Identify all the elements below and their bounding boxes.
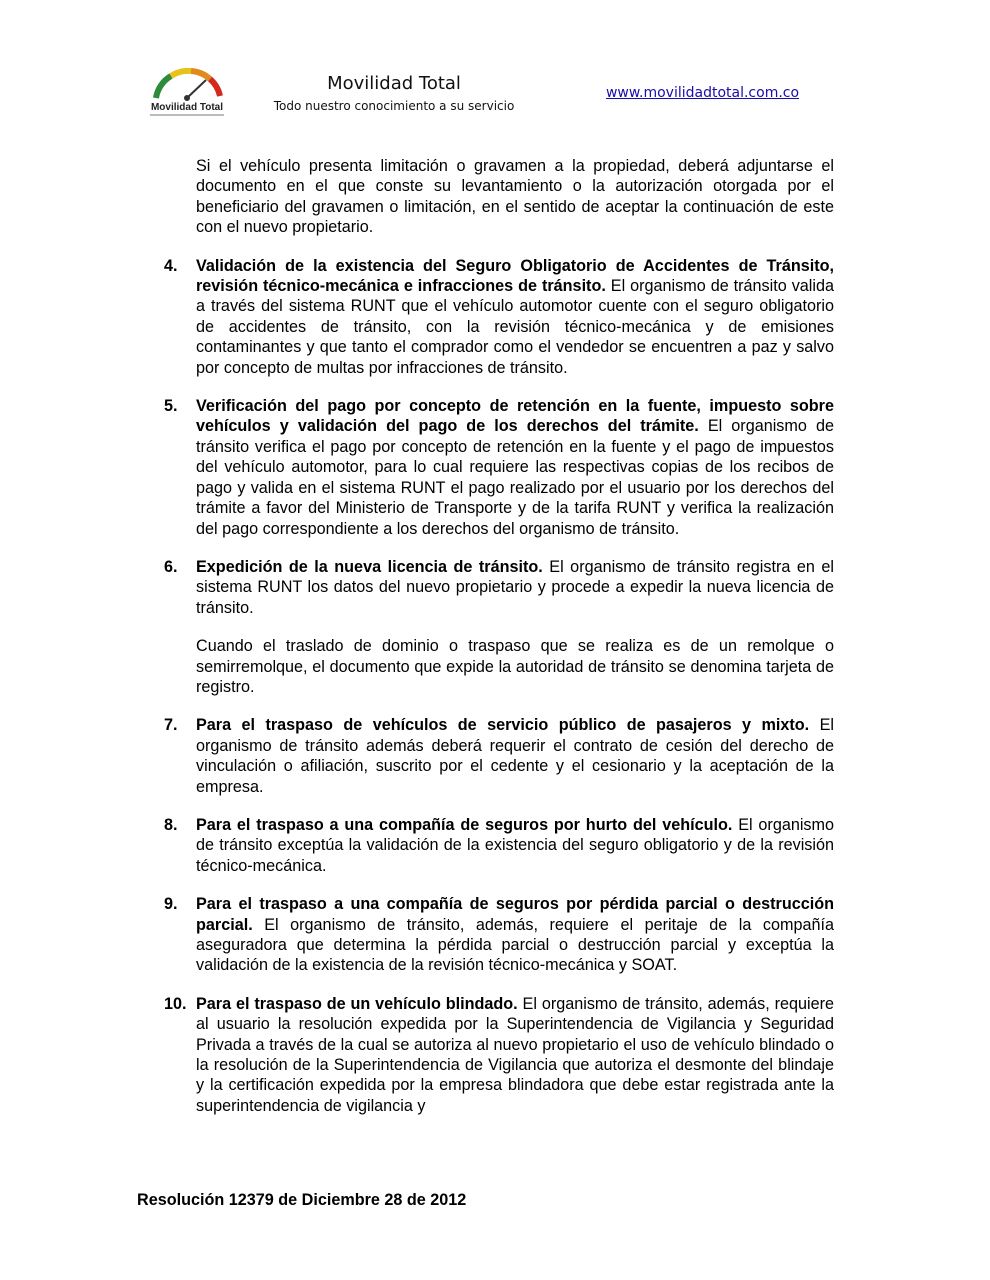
document-body xyxy=(164,156,834,1134)
list-item xyxy=(164,894,834,976)
item-text: El organismo de tránsito verifica el pago por concepto de retención en la fuente y el pago de impuestos del vehículo automotor, para lo cual requiere las respectivas copias de los recibos de pago y valida en el sistema RUNT el pago realizado por el usuario por los derechos del trámite a favor del Ministerio de Transporte y de la tarifa RUNT y verifica la realización del pago correspondiente a los derechos del organismo de tránsito. xyxy=(196,417,834,538)
list-item xyxy=(164,994,834,1116)
item-number: 7. xyxy=(164,716,178,735)
item-number: 9. xyxy=(164,895,178,914)
logo-tagline-bar xyxy=(150,114,224,116)
item-title: Para el traspaso a una compañía de seguros por hurto del vehículo. xyxy=(196,815,733,834)
intro-paragraph: Si el vehículo presenta limitación o gravamen a la propiedad, deberá adjuntarse el documento en el que conste su levantamiento o la autorización otorgada por el beneficiario del gravamen o limitación, en el sentido de aceptar la continuación de este con el nuevo propietario. xyxy=(196,157,834,237)
item-number: 6. xyxy=(164,557,178,576)
list-item xyxy=(164,815,834,876)
site-title: Movilidad Total xyxy=(327,73,461,94)
logo-text: Movilidad Total xyxy=(150,102,224,113)
item-text: El organismo de tránsito exceptúa la validación de la existencia del seguro obligatorio y de la revisión técnico-mecánica. xyxy=(196,815,835,875)
page-header xyxy=(0,0,990,140)
website-link[interactable]: www.movilidadtotal.com.co xyxy=(605,85,800,101)
item-title: Expedición de la nueva licencia de tránsito. xyxy=(196,557,543,576)
speedometer-icon xyxy=(146,68,228,104)
note-paragraph: Cuando el traslado de dominio o traspaso que se realiza es de un remolque o semirremolque, el documento que expide la autoridad de tránsito se denomina tarjeta de registro. xyxy=(196,637,834,696)
item-text: El organismo de tránsito valida a través del sistema RUNT que el vehículo automotor cuente con el seguro obligatorio de accidentes de tránsito, con la revisión técnico-mecánica y de emisiones contaminantes y que tanto el comprador como el vendedor se encuentren a paz y salvo por concepto de multas por infracciones de tránsito. xyxy=(196,277,834,377)
list-item xyxy=(164,396,834,539)
page-footer: Resolución 12379 de Diciembre 28 de 2012 xyxy=(137,1191,467,1209)
item-text: El organismo de tránsito además deberá requerir el contrato de cesión del derecho de vinculación o afiliación, suscrito por el cedente y el cesionario y la aceptación de la empresa. xyxy=(196,716,834,796)
item-title: Para el traspaso a una compañía de seguros por pérdida parcial o destrucción parcial. xyxy=(196,895,834,934)
item-text: El organismo de tránsito registra en el sistema RUNT los datos del nuevo propietario y procede a expedir la nueva licencia de tránsito. xyxy=(196,557,835,617)
item-number: 4. xyxy=(164,256,178,275)
item-title: Para el traspaso de un vehículo blindado. xyxy=(196,994,518,1013)
site-subtitle: Todo nuestro conocimiento a su servicio xyxy=(273,99,515,113)
item-number: 8. xyxy=(164,815,178,834)
item-number: 5. xyxy=(164,397,178,416)
list-item xyxy=(164,715,834,797)
item-number: 10. xyxy=(164,994,187,1013)
item-title: Verificación del pago por concepto de retención en la fuente, impuesto sobre vehículos y validación del pago de los derechos del trámite. xyxy=(196,397,834,436)
item-title: Para el traspaso de vehículos de servicio público de pasajeros y mixto. xyxy=(196,716,810,735)
item-text: El organismo de tránsito, además, requiere al usuario la resolución expedida por la Superintendencia de Vigilancia y Seguridad Privada a través de la cual se autoriza al nuevo propietario el uso de vehículo blindado o la resolución de la Superintendencia de Vigilancia que autoriza el desmonte del blindaje y la certificación expedida por la empresa blindadora que debe estar registrada ante la superintendencia de vigilancia y xyxy=(196,994,834,1115)
item-title: Validación de la existencia del Seguro Obligatorio de Accidentes de Tránsito, revisión técnico-mecánica e infracciones de tránsito. xyxy=(196,256,834,296)
movilidad-total-logo xyxy=(146,68,228,118)
item-text: El organismo de tránsito, además, requiere el peritaje de la compañía aseguradora que determina la pérdida parcial o destrucción parcial y exceptúa la validación de la existencia de la revisión técnico-mecánica y SOAT. xyxy=(196,915,834,975)
list-item xyxy=(164,557,834,618)
list-item xyxy=(164,256,834,378)
